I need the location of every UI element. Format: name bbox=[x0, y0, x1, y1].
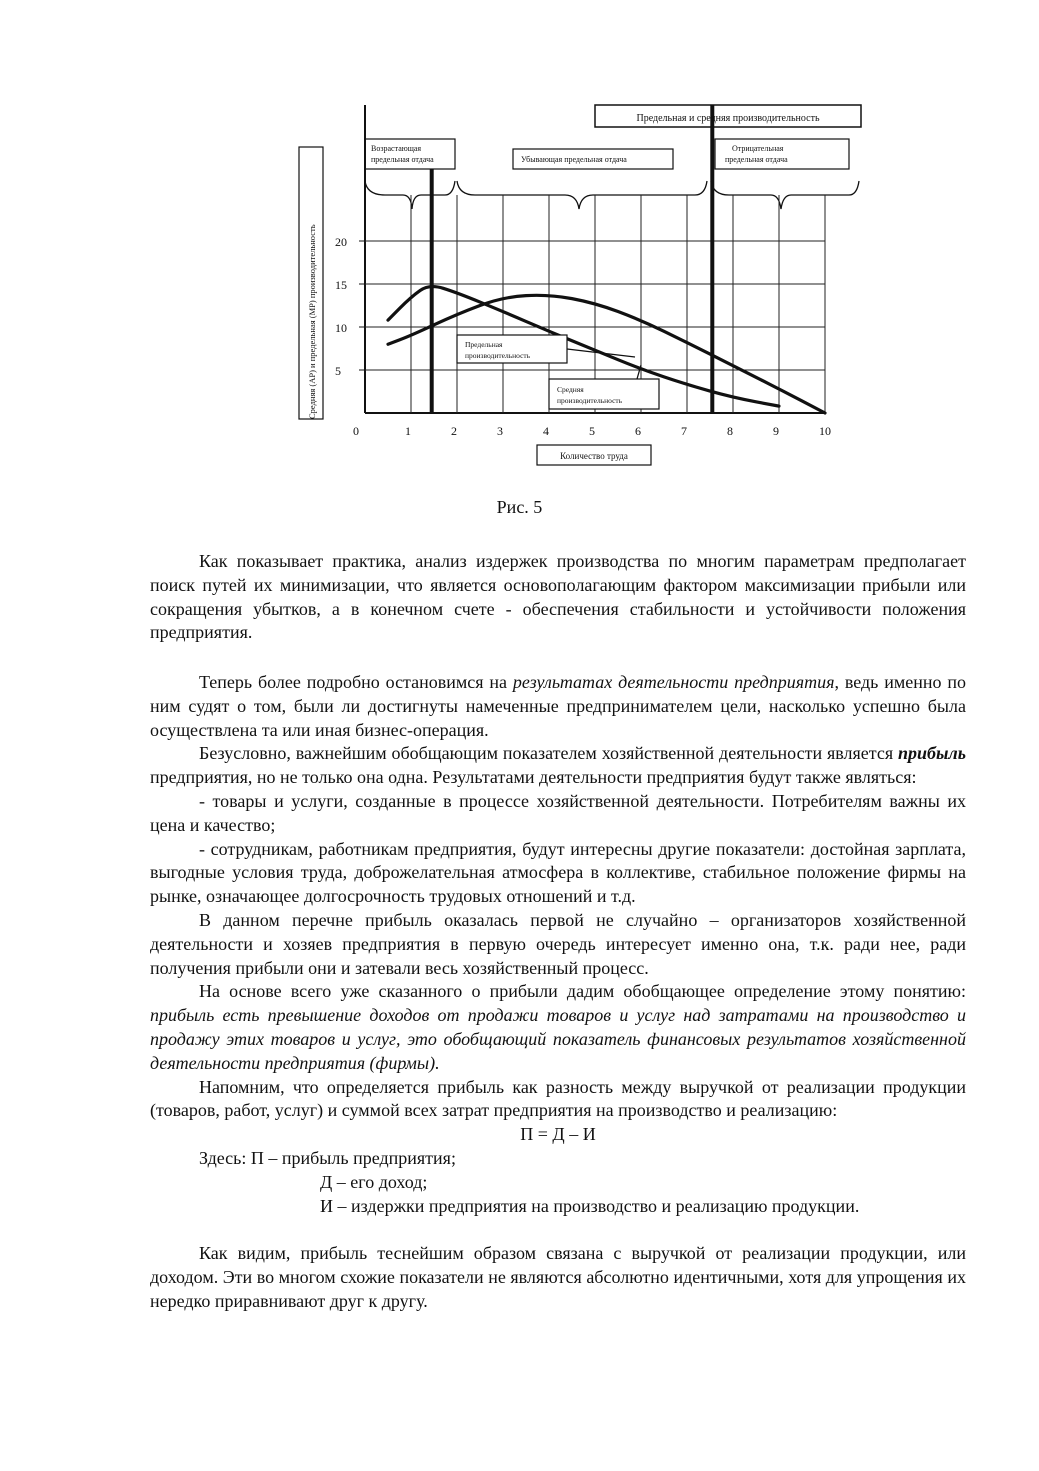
marginal-label-line2: производительность bbox=[465, 351, 531, 360]
phase-increasing-line2: предельная отдача bbox=[371, 155, 434, 164]
body-block-1 bbox=[150, 550, 966, 645]
x-tick-label: 4 bbox=[543, 424, 549, 438]
paragraph-8: Напомним, что определяется прибыль как разность между выручкой от реализации продукции (товаров, работ, услуг) и суммой всех затрат предприятия на производство и реализацию: bbox=[150, 1076, 966, 1121]
paragraph-2 bbox=[150, 671, 966, 742]
paragraph-5: - сотрудникам, работникам предприятия, будут интересны другие показатели: достойная зарплата, выгодные условия труда, доброжелательная атмосфера в коллективе, стабильное положение фирмы на рынке, означающее долгосрочность трудовых отношений и т.д. bbox=[150, 838, 966, 907]
x-tick-label: 6 bbox=[635, 424, 641, 438]
definition-p: Здесь: П – прибыль предприятия; bbox=[199, 1147, 456, 1168]
paragraph-7 bbox=[150, 980, 966, 1075]
phase-decreasing-label: Убывающая предельная отдача bbox=[521, 155, 627, 164]
x-tick-label: 9 bbox=[773, 424, 779, 438]
x-tick-label: 8 bbox=[727, 424, 733, 438]
brace-increasing bbox=[365, 181, 455, 209]
definition-i: И – издержки предприятия на производство и реализацию продукции. bbox=[320, 1195, 860, 1216]
p7-text-a: На основе всего уже сказанного о прибыли дадим обобщающее определение этому понятию: bbox=[199, 981, 966, 1002]
definition-d: Д – его доход; bbox=[320, 1171, 428, 1192]
p2-text-a: Теперь более подробно остановимся на bbox=[199, 672, 513, 692]
phase-negative-line2: предельная отдача bbox=[725, 155, 788, 164]
x-tick-label: 7 bbox=[681, 424, 687, 438]
y-tick-label: 20 bbox=[335, 235, 347, 249]
p3-strong: прибыль bbox=[898, 743, 966, 764]
marginal-pointer bbox=[567, 349, 635, 357]
production-chart-figure bbox=[285, 95, 885, 475]
p3-text-a: Безусловно, важнейшим обобщающим показателем хозяйственной деятельности является bbox=[199, 743, 899, 764]
profit-formula: П = Д – И bbox=[520, 1124, 596, 1145]
y-tick-label: 5 bbox=[335, 364, 341, 378]
average-label-line2: производительность bbox=[557, 396, 623, 405]
paragraph-3 bbox=[150, 742, 966, 790]
x-tick-label: 3 bbox=[497, 424, 503, 438]
x-axis-label: Количество труда bbox=[560, 451, 628, 461]
x-tick-label: 0 bbox=[353, 424, 359, 438]
x-tick-label: 1 bbox=[405, 424, 411, 438]
top-label: Предельная и средняя производительность bbox=[636, 113, 820, 124]
p7-definition: прибыль есть превышение доходов от продажи товаров и услуг над затратами на производство и продажу этих товаров и услуг, это обобщающий показатель финансовых результатов хозяйственной деятельности предприятия (фирмы). bbox=[150, 1005, 966, 1073]
x-tick-label: 2 bbox=[451, 424, 457, 438]
p2-text-b: , ведь именно по ним судят о том, были ли достигнуты намеченные предпринимателем цели, насколько успешно была осуществлена та или иная бизнес-операция. bbox=[150, 672, 966, 740]
y-tick-label: 15 bbox=[335, 278, 347, 292]
body-block-2 bbox=[150, 671, 966, 1314]
y-tick-label: 10 bbox=[335, 321, 347, 335]
p2-emphasis: результатах деятельности предприятия bbox=[512, 672, 835, 692]
y-axis-label: Средняя (AP) и предельная (MP) производительность bbox=[307, 224, 317, 419]
phase-increasing-line1: Возрастающая bbox=[371, 144, 422, 153]
paragraph-1: Как показывает практика, анализ издержек производства по многим параметрам предполагает поиск путей их минимизации, что является основополагающим фактором максимизации прибыли или сокращения убытков, а в конечном счете - обеспечения стабильности и устойчивости положения предприятия. bbox=[150, 551, 966, 643]
p3-text-b: предприятия, но не только она одна. Результатами деятельности предприятия будут также являться: bbox=[150, 767, 917, 788]
figure-caption: Рис. 5 bbox=[496, 497, 543, 517]
production-chart bbox=[285, 95, 885, 475]
paragraph-4: - товары и услуги, созданные в процессе хозяйственной деятельности. Потребителям важны их цена и качество; bbox=[150, 790, 966, 835]
brace-decreasing bbox=[457, 181, 707, 209]
average-label-line1: Средняя bbox=[557, 385, 584, 394]
paragraph-9: Как видим, прибыль теснейшим образом связана с выручкой от реализации продукции, или доходом. Эти во многом схожие показатели не являются абсолютно идентичными, хотя для упрощения их нередко приравнивают друг к другу. bbox=[150, 1243, 966, 1311]
x-tick-label: 5 bbox=[589, 424, 595, 438]
paragraph-6: В данном перечне прибыль оказалась первой не случайно – организаторов хозяйственной деятельности и хозяев предприятия в первую очередь интересует именно она, т.к. ради нее, ради получения прибыли они и затевали весь хозяйственный процесс. bbox=[150, 909, 966, 978]
phase-negative-line1: Отрицательная bbox=[732, 144, 784, 153]
x-tick-label: 10 bbox=[819, 424, 831, 438]
marginal-label-line1: Предельная bbox=[465, 340, 503, 349]
